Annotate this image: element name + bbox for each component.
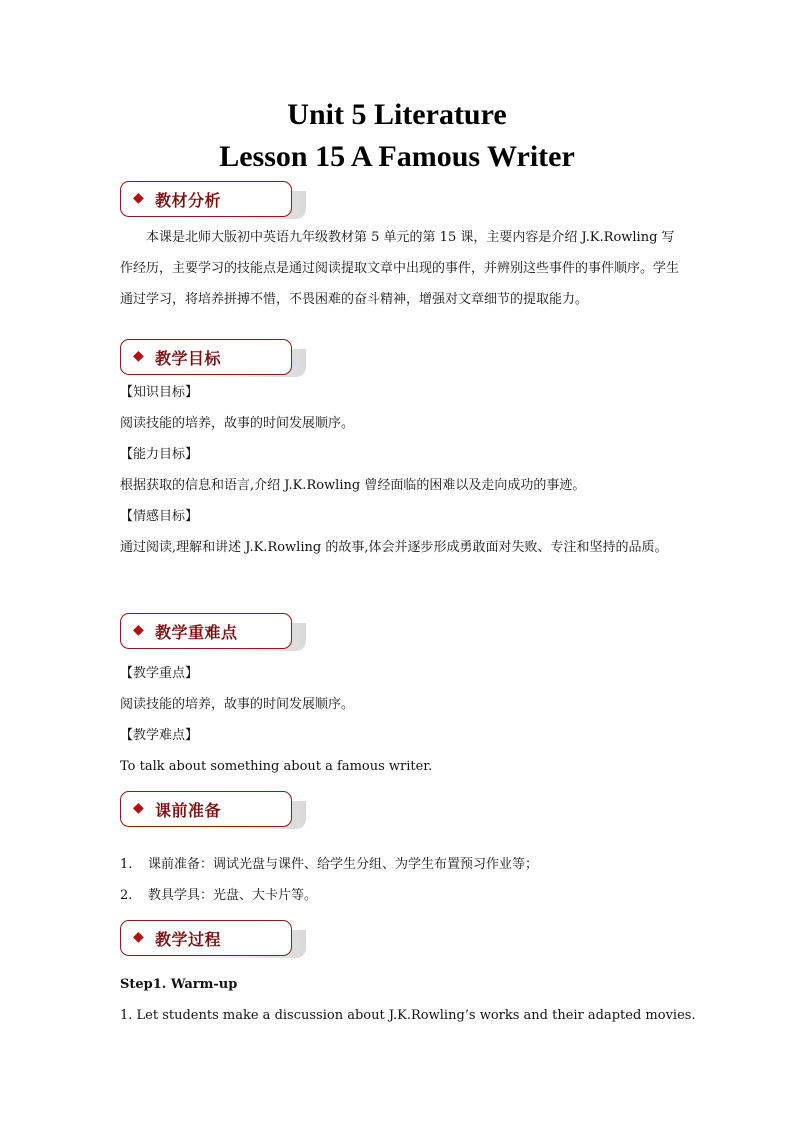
- lesson-title: Lesson 15 A Famous Writer: [219, 140, 575, 173]
- analysis-paragraph: 本课是北师大版初中英语九年级教材第 5 单元的第 15 课，主要内容是介绍 J.K.Rowling 写作经历，主要学习的技能点是通过阅读提取文章中出现的事件，并辨别这些事件的事件顺序。学生通过学习，将培养拼搏不惜，不畏困难的奋斗精神，增强对文章细节的提取能力。: [120, 230, 680, 307]
- focus-label: 【教学重点】: [120, 666, 199, 681]
- step1-item-1: 1. Let students make a discussion about J.K.Rowling’s works and their adapted movies.: [120, 1008, 696, 1023]
- unit-title: Unit 5 Literature: [287, 98, 507, 131]
- ability-label: 【能力目标】: [120, 447, 199, 462]
- section-header-key-points: [120, 613, 306, 653]
- section-header-preparation: [120, 791, 306, 831]
- section-title: 教学重难点: [155, 623, 238, 642]
- section-header-process: [120, 920, 306, 960]
- knowledge-text: 阅读技能的培养，故事的时间发展顺序。: [120, 416, 355, 431]
- section-title: 教学目标: [155, 349, 222, 368]
- focus-text: 阅读技能的培养，故事的时间发展顺序。: [120, 697, 355, 712]
- section-title: 课前准备: [155, 801, 222, 820]
- section-header-analysis: [120, 181, 306, 221]
- knowledge-label: 【知识目标】: [120, 385, 199, 400]
- difficulty-text: To talk about something about a famous writer.: [120, 759, 433, 774]
- section-title: 教学过程: [155, 930, 222, 949]
- section-title: 教材分析: [155, 191, 222, 210]
- diamond-icon: ◆: [133, 348, 144, 364]
- list-item: 2. 教具学具：光盘、大卡片等。: [120, 888, 318, 903]
- emotion-label: 【情感目标】: [120, 509, 199, 524]
- emotion-text: 通过阅读,理解和讲述 J.K.Rowling 的故事,体会并逐步形成勇敢面对失败、专注和坚持的品质。: [120, 540, 668, 555]
- diamond-icon: ◆: [133, 800, 144, 816]
- diamond-icon: ◆: [133, 929, 144, 945]
- diamond-icon: ◆: [133, 190, 144, 206]
- step1-title: Step1. Warm-up: [120, 977, 238, 992]
- diamond-icon: ◆: [133, 622, 144, 638]
- section-header-objectives: [120, 339, 306, 379]
- list-item: 1. 课前准备：调试光盘与课件、给学生分组、为学生布置预习作业等；: [120, 857, 539, 872]
- ability-text: 根据获取的信息和语言,介绍 J.K.Rowling 曾经面临的困难以及走向成功的事迹。: [120, 478, 586, 493]
- difficulty-label: 【教学难点】: [120, 728, 199, 743]
